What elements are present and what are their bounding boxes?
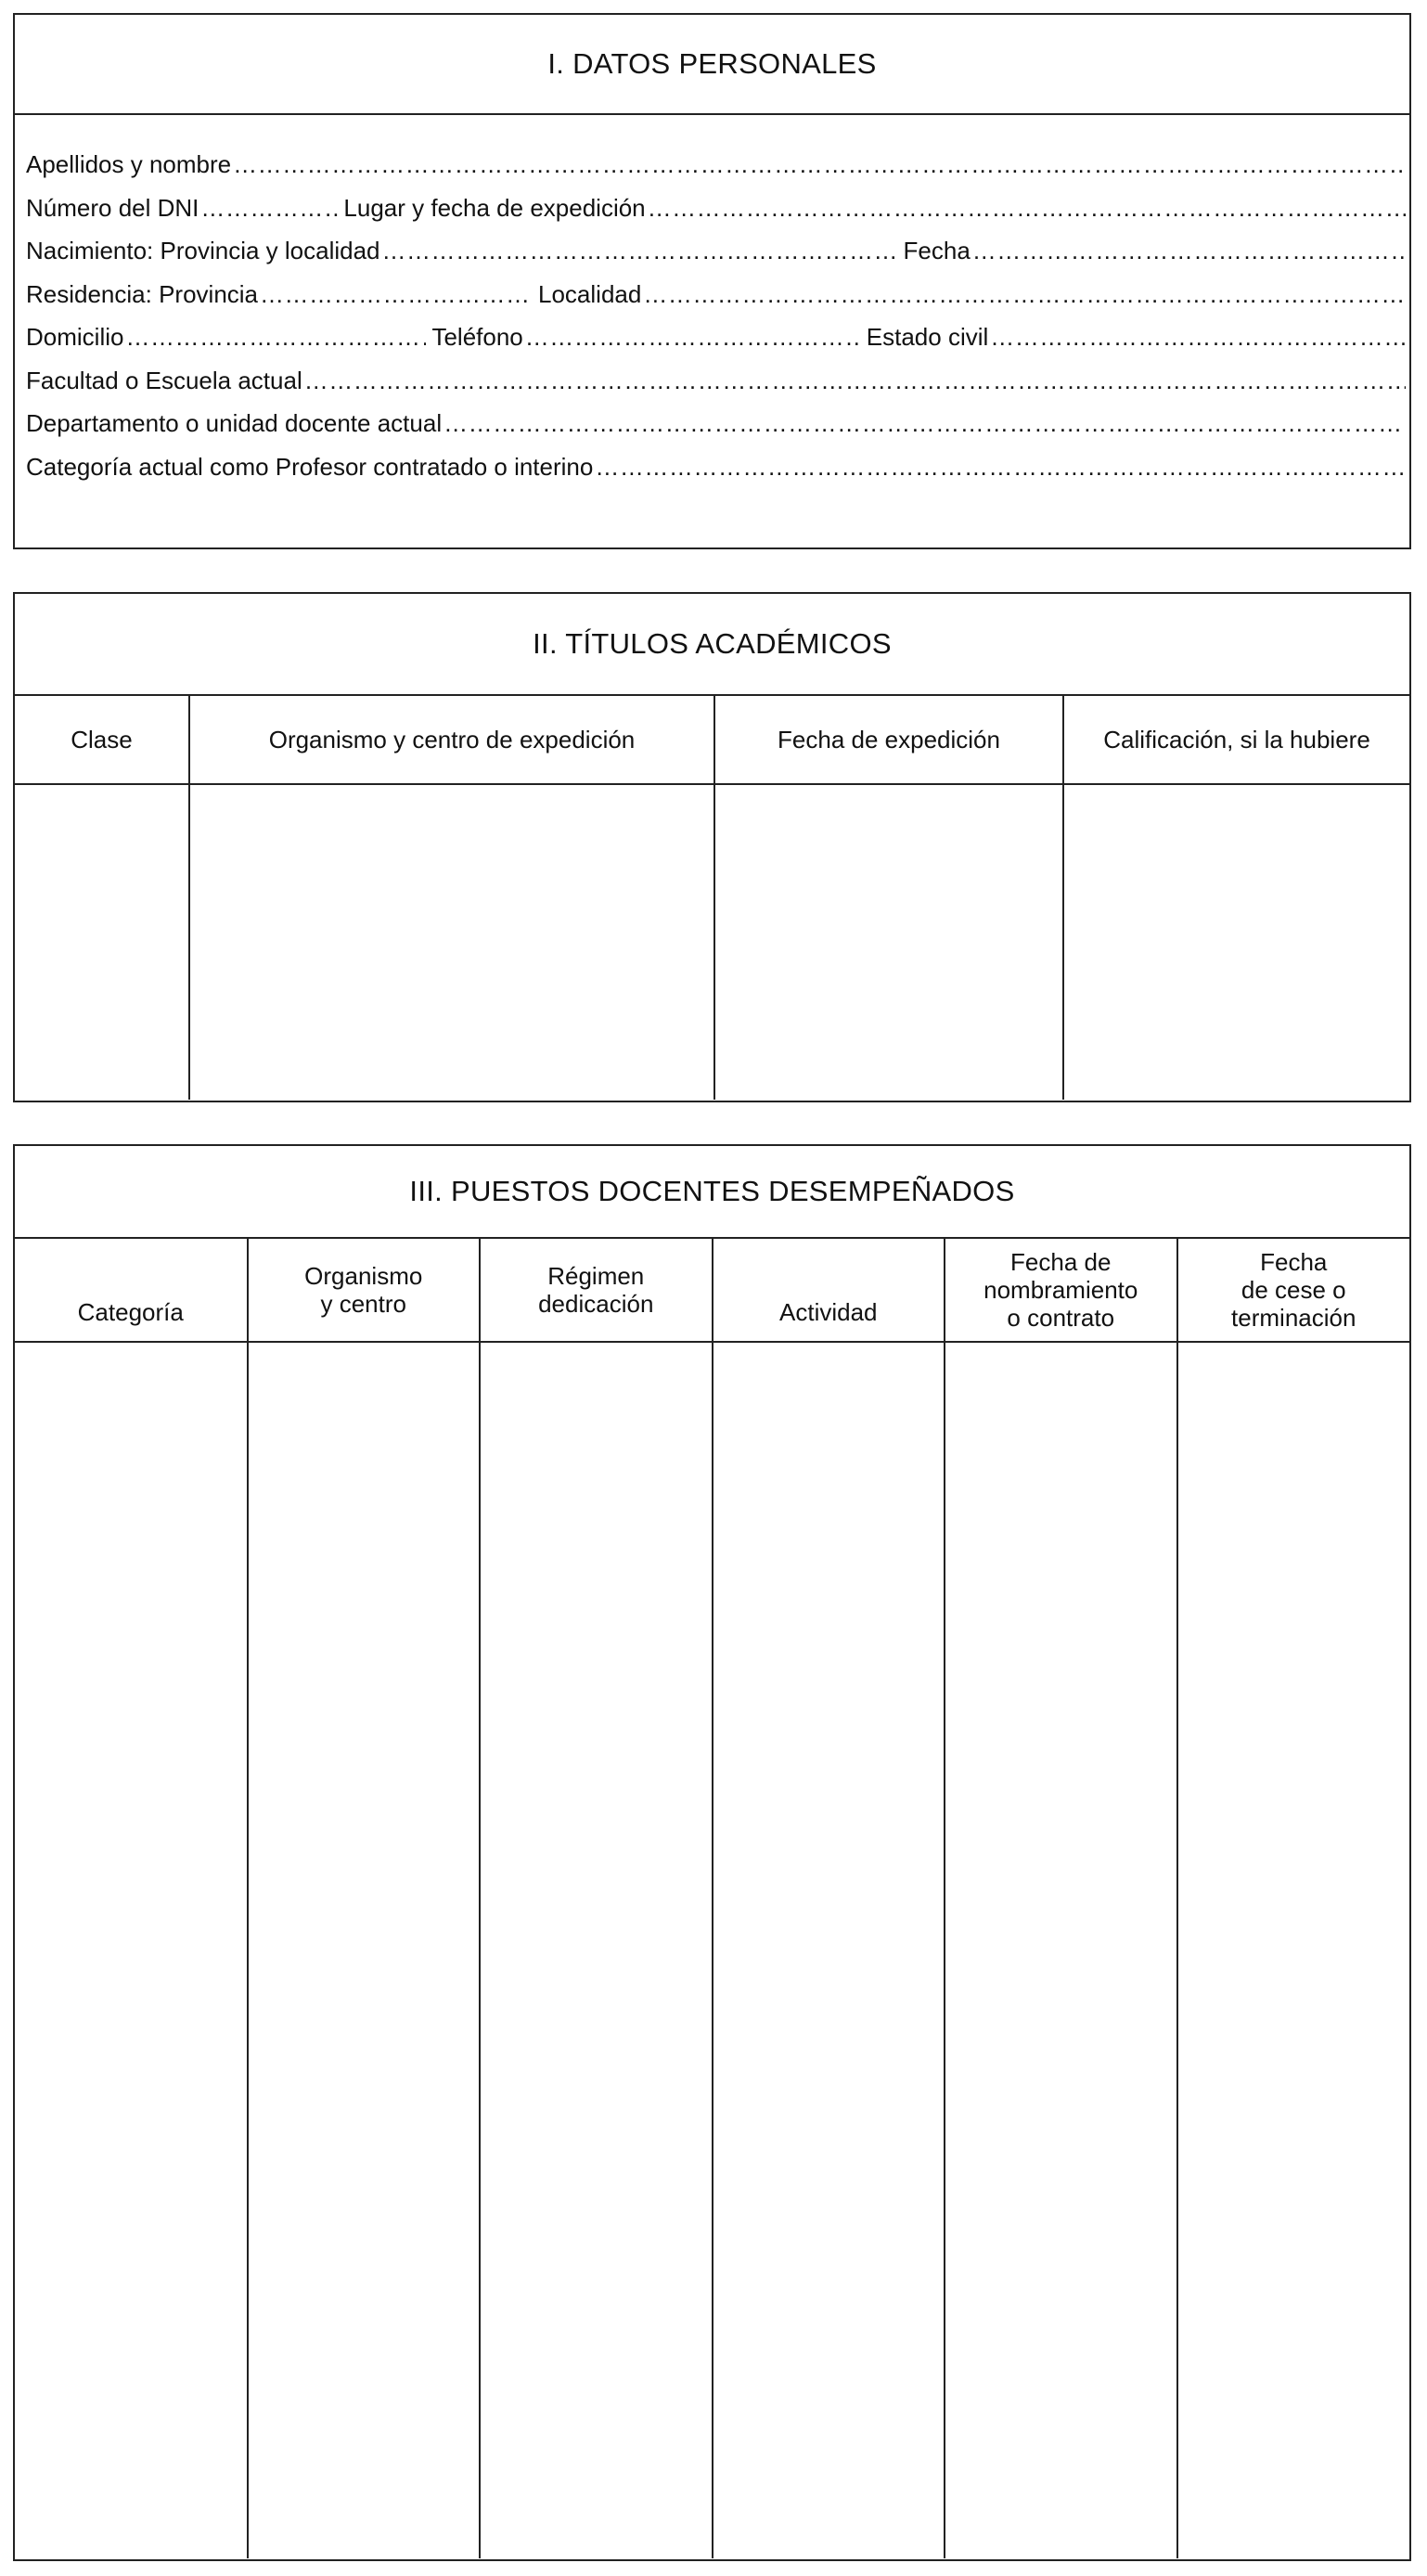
actividad-cell[interactable] <box>713 1342 945 2558</box>
titulos-academicos-title: II. TÍTULOS ACADÉMICOS <box>15 594 1409 696</box>
facultad-label: Facultad o Escuela actual <box>26 366 302 394</box>
fecha-expedicion-cell[interactable] <box>714 784 1063 1100</box>
table-header-row <box>15 696 1409 784</box>
domicilio-field[interactable] <box>125 323 426 352</box>
categoria-actual-line <box>26 453 1409 496</box>
titulos-academicos-section <box>13 592 1411 1102</box>
residencia-line <box>26 280 1409 324</box>
nacimiento-fecha-field[interactable] <box>972 237 1406 265</box>
facultad-field[interactable] <box>304 367 1406 395</box>
domicilio-line <box>26 323 1409 367</box>
apellidos-nombre-line <box>26 150 1409 194</box>
categoria-actual-label: Categoría actual como Profesor contratado o interino <box>26 452 594 481</box>
domicilio-label: Domicilio <box>26 323 124 351</box>
calificacion-cell[interactable] <box>1063 784 1409 1100</box>
dni-label: Número del DNI <box>26 193 199 222</box>
lugar-fecha-expedicion-label: Lugar y fecha de expedición <box>343 193 646 222</box>
dni-line <box>26 194 1409 238</box>
telefono-label: Teléfono <box>431 323 523 351</box>
dni-field[interactable] <box>200 194 338 223</box>
column-header-fecha-nombramiento: Fecha de nombramiento o contrato <box>945 1239 1177 1342</box>
fecha-cese-cell[interactable] <box>1177 1342 1410 2558</box>
column-header-categoria: Categoría <box>15 1239 248 1342</box>
nacimiento-label: Nacimiento: Provincia y localidad <box>26 237 380 264</box>
telefono-field[interactable] <box>525 323 861 352</box>
organismo-centro-cell[interactable] <box>248 1342 481 2558</box>
residencia-localidad-field[interactable] <box>643 280 1406 309</box>
fecha-nombramiento-cell[interactable] <box>945 1342 1177 2558</box>
departamento-line <box>26 409 1409 453</box>
column-header-calificacion: Calificación, si la hubiere <box>1063 696 1409 784</box>
column-header-fecha-cese: Fecha de cese o terminación <box>1177 1239 1410 1342</box>
categoria-actual-field[interactable] <box>595 453 1406 482</box>
regimen-dedicacion-cell[interactable] <box>480 1342 713 2558</box>
puestos-docentes-table <box>15 1239 1409 2558</box>
residencia-provincia-field[interactable] <box>260 280 533 309</box>
clase-cell[interactable] <box>15 784 189 1100</box>
departamento-field[interactable] <box>444 409 1406 438</box>
column-header-organismo-centro: Organismo y centro de expedición <box>189 696 714 784</box>
departamento-label: Departamento o unidad docente actual <box>26 409 443 437</box>
datos-personales-title: I. DATOS PERSONALES <box>15 15 1409 115</box>
titulos-academicos-table <box>15 696 1409 1100</box>
column-header-organismo-centro: Organismo y centro <box>248 1239 481 1342</box>
lugar-fecha-expedicion-field[interactable] <box>648 194 1406 223</box>
residencia-provincia-label: Residencia: Provincia <box>26 279 259 308</box>
facultad-line <box>26 367 1409 410</box>
apellidos-nombre-field[interactable] <box>233 150 1406 179</box>
nacimiento-line <box>26 237 1409 280</box>
nacimiento-fecha-label: Fecha <box>903 237 971 264</box>
puestos-docentes-title: III. PUESTOS DOCENTES DESEMPEÑADOS <box>15 1146 1409 1239</box>
apellidos-nombre-label: Apellidos y nombre <box>26 150 232 178</box>
table-row <box>15 784 1409 1100</box>
column-header-regimen-dedicacion: Régimen dedicación <box>480 1239 713 1342</box>
nacimiento-localidad-field[interactable] <box>382 237 898 265</box>
column-header-fecha-expedicion: Fecha de expedición <box>714 696 1063 784</box>
table-header-row <box>15 1239 1409 1342</box>
column-header-actividad: Actividad <box>713 1239 945 1342</box>
estado-civil-field[interactable] <box>990 323 1406 352</box>
categoria-cell[interactable] <box>15 1342 248 2558</box>
residencia-localidad-label: Localidad <box>538 279 642 308</box>
organismo-centro-cell[interactable] <box>189 784 714 1100</box>
puestos-docentes-section <box>13 1144 1411 2561</box>
datos-personales-section <box>13 13 1411 549</box>
table-row <box>15 1342 1409 2558</box>
column-header-clase: Clase <box>15 696 189 784</box>
estado-civil-label: Estado civil <box>866 323 989 351</box>
datos-personales-fields <box>15 115 1409 496</box>
